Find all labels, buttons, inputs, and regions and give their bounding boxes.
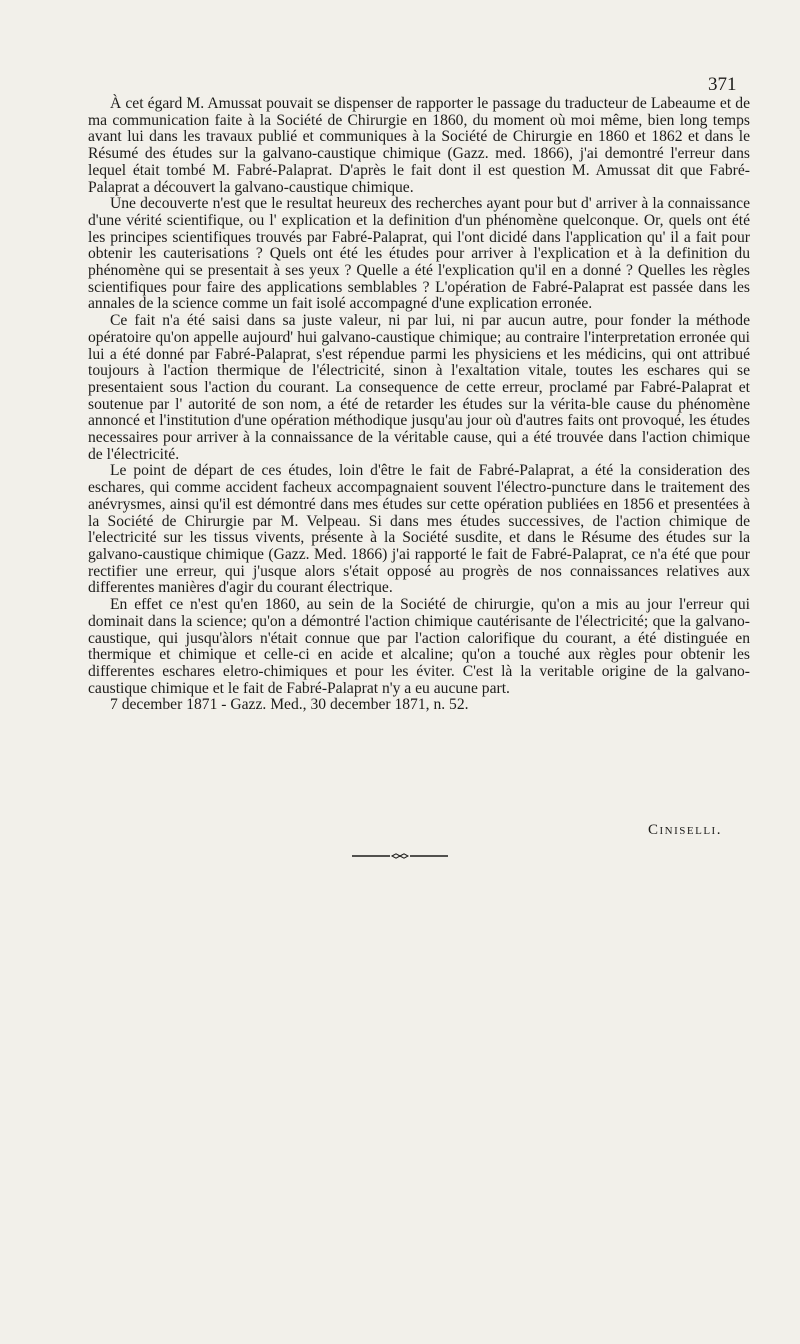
paragraph-2: Une decouverte n'est que le resultat heureux des recherches ayant pour but d' arriver à la connaissance d'une vérité scientifique, ou l' explication et la definition d'un phénomène quelconque. Or, quels ont été les principes scientifiques trouvés par Fabré-Palaprat, qui l'ont dicidé dans l'application qu' il a fait pour obtenir les cauterisations ? Quels ont été les études pour arriver à l'explication et à la definition du phénomène qui se presentait à ses yeux ? Quelle a été l'explication qu'il en a donné ? Quelles les règles scientifiques pour faire des applications semblables ? L'opération de Fabré-Palaprat est passée dans les annales de la science comme un fait isolé accompagné d'une explication erronée. bbox=[88, 195, 750, 313]
paragraph-5: En effet ce n'est qu'en 1860, au sein de la Société de chirurgie, qu'on a mis au jour l'erreur qui dominait dans la science; qu'on a démontré l'action chimique cautérisante de l'électricité; que la galvano-caustique, qui jusqu'àlors n'était connue que par l'action calorifique du courant, a été distinguée en thermique et chimique et celle-ci en acide et alcaline; qu'on a touché aux règles pour obtenir les differentes eschares eletro-chimiques et pour les éviter. C'est là la veritable origine de la galvano-caustique chimique et le fait de Fabré-Palaprat n'y a eu aucune part. bbox=[88, 596, 750, 697]
ornamental-separator bbox=[352, 853, 448, 859]
paragraph-4: Le point de départ de ces études, loin d'être le fait de Fabré-Palaprat, a été la consideration des eschares, qui comme accident facheux accompagnaient souvent l'électro-puncture dans le traitement des anévrysmes, ainsi qu'il est démontré dans mes études sur cette opération publiées en 1856 et presentées à la Société de Chirurgie par M. Velpeau. Si dans mes études successives, de l'action chimique de l'electricité sur les tissus vivents, présente à la Société susdite, et dans le Résume des études sur la galvano-caustique chimique (Gazz. Med. 1866) j'ai rapporté le fait de Fabré-Palaprat, ce n'a été que pour rectifier une erreur, qui j'usque alors s'était opposé au progrès de nos connaissances relatives aux differentes manières d'agir du courant électrique. bbox=[88, 462, 750, 597]
page-number: 371 bbox=[708, 74, 737, 95]
reference-line: 7 december 1871 - Gazz. Med., 30 december 1871, n. 52. bbox=[110, 696, 469, 714]
paragraph-1: À cet égard M. Amussat pouvait se dispenser de rapporter le passage du traducteur de Labeaume et de ma communication faite à la Société de Chirurgie en 1860, du moment où moi même, bien long temps avant lui dans les travaux publié et communiques à la Société de Chirurgie en 1860 et 1862 et dans le Résumé des études sur la galvano-caustique chimique (Gazz. med. 1866), j'ai demontré l'erreur dans lequel était tombé M. Fabré-Palaprat. D'après le fait dont il est question M. Amussat dit que Fabré-Palaprat a découvert la galvano-caustique chimique. bbox=[88, 95, 750, 196]
paragraph-3: Ce fait n'a été saisi dans sa juste valeur, ni par lui, ni par aucun autre, pour fonder la méthode opératoire qu'on appelle aujourd' hui galvano-caustique chimique; au contraire l'interpretation erronée qui lui a été donné par Fabré-Palaprat, s'est répendue parmi les physiciens et les médicins, qui ont attribué toujours à l'action thermique de l'électricité, sinon à l'exaltation vitale, toutes les eschares qui se presentaient sous l'action du courant. La consequence de cette erreur, proclamé par Fabré-Palaprat et soutenue par l' autorité de son nom, a été de retarder les études sur la vérita-ble cause du phénomène annoncé et l'institution d'une opération méthodique jusqu'au jour où d'autres faits ont provoqué, les études necessaires pour arriver à la connaissance de la véritable cause, qui a été trouvée dans l'action chimique de l'électricité. bbox=[88, 312, 750, 463]
author-signature: Ciniselli. bbox=[648, 822, 722, 838]
body-text bbox=[88, 96, 750, 714]
